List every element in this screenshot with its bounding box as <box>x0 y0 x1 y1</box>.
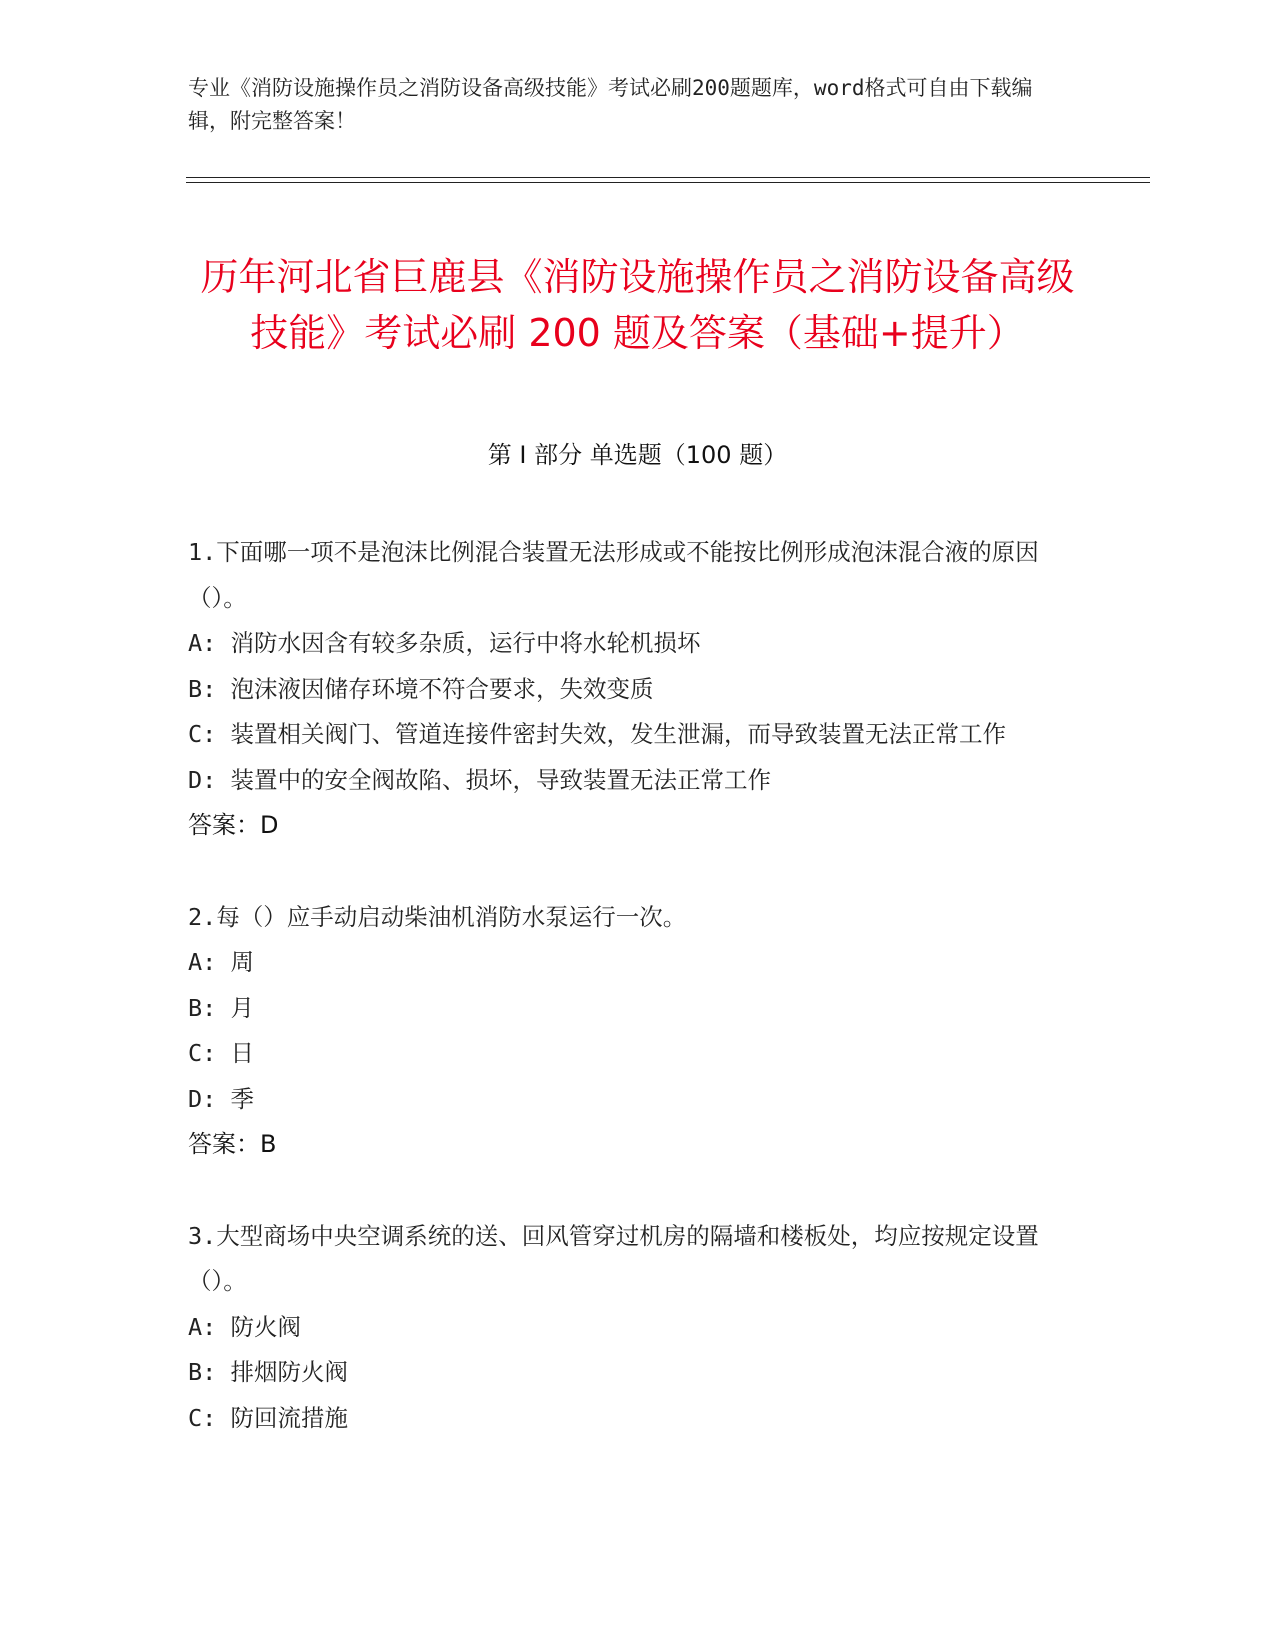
question-stem: 3.大型商场中央空调系统的送、回风管穿过机房的隔墙和楼板处，均应按规定设置（）。 <box>188 1221 1039 1295</box>
answer-label: 答案： <box>188 811 260 839</box>
question-1 <box>188 530 1068 849</box>
option-a: A: 消防水因含有较多杂质，运行中将水轮机损坏 <box>188 629 701 657</box>
option-d: D: 装置中的安全阀故陷、损坏，导致装置无法正常工作 <box>188 765 771 794</box>
question-stem: 2.每（）应手动启动柴油机消防水泵运行一次。 <box>188 902 687 931</box>
option-b: B: 月 <box>188 993 254 1022</box>
header-note: 专业《消防设施操作员之消防设备高级技能》考试必刷200题题库，word格式可自由下载编辑，附完整答案！ <box>188 76 1033 133</box>
option-a: A: 周 <box>188 948 254 976</box>
answer-line <box>188 803 1068 849</box>
question-spacer <box>188 849 1068 895</box>
answer-value: D <box>260 811 279 839</box>
answer-value: B <box>260 1130 277 1158</box>
option-b: B: 排烟防火阀 <box>188 1358 348 1386</box>
header-divider-bottom <box>186 182 1150 183</box>
option-c: C: 防回流措施 <box>188 1403 348 1432</box>
question-2 <box>188 895 1068 1168</box>
answer-line <box>188 1122 1068 1168</box>
option-a: A: 防火阀 <box>188 1312 301 1341</box>
question-3 <box>188 1214 1068 1442</box>
section-heading: 第 I 部分 单选题（100 题） <box>487 441 788 469</box>
question-stem: 1.下面哪一项不是泡沫比例混合装置无法形成或不能按比例形成泡沫混合液的原因（）。 <box>188 538 1039 612</box>
option-d: D: 季 <box>188 1084 254 1113</box>
option-c: C: 装置相关阀门、管道连接件密封失效，发生泄漏，而导致装置无法正常工作 <box>188 720 1006 748</box>
header-divider-top <box>186 177 1150 178</box>
option-c: C: 日 <box>188 1039 254 1067</box>
question-spacer <box>188 1168 1068 1214</box>
option-b: B: 泡沫液因储存环境不符合要求，失效变质 <box>188 674 654 703</box>
question-list <box>188 530 1068 1441</box>
answer-label: 答案： <box>188 1130 260 1158</box>
document-title: 历年河北省巨鹿县《消防设施操作员之消防设备高级技能》考试必刷 200 题及答案（基础+提升） <box>200 255 1075 356</box>
